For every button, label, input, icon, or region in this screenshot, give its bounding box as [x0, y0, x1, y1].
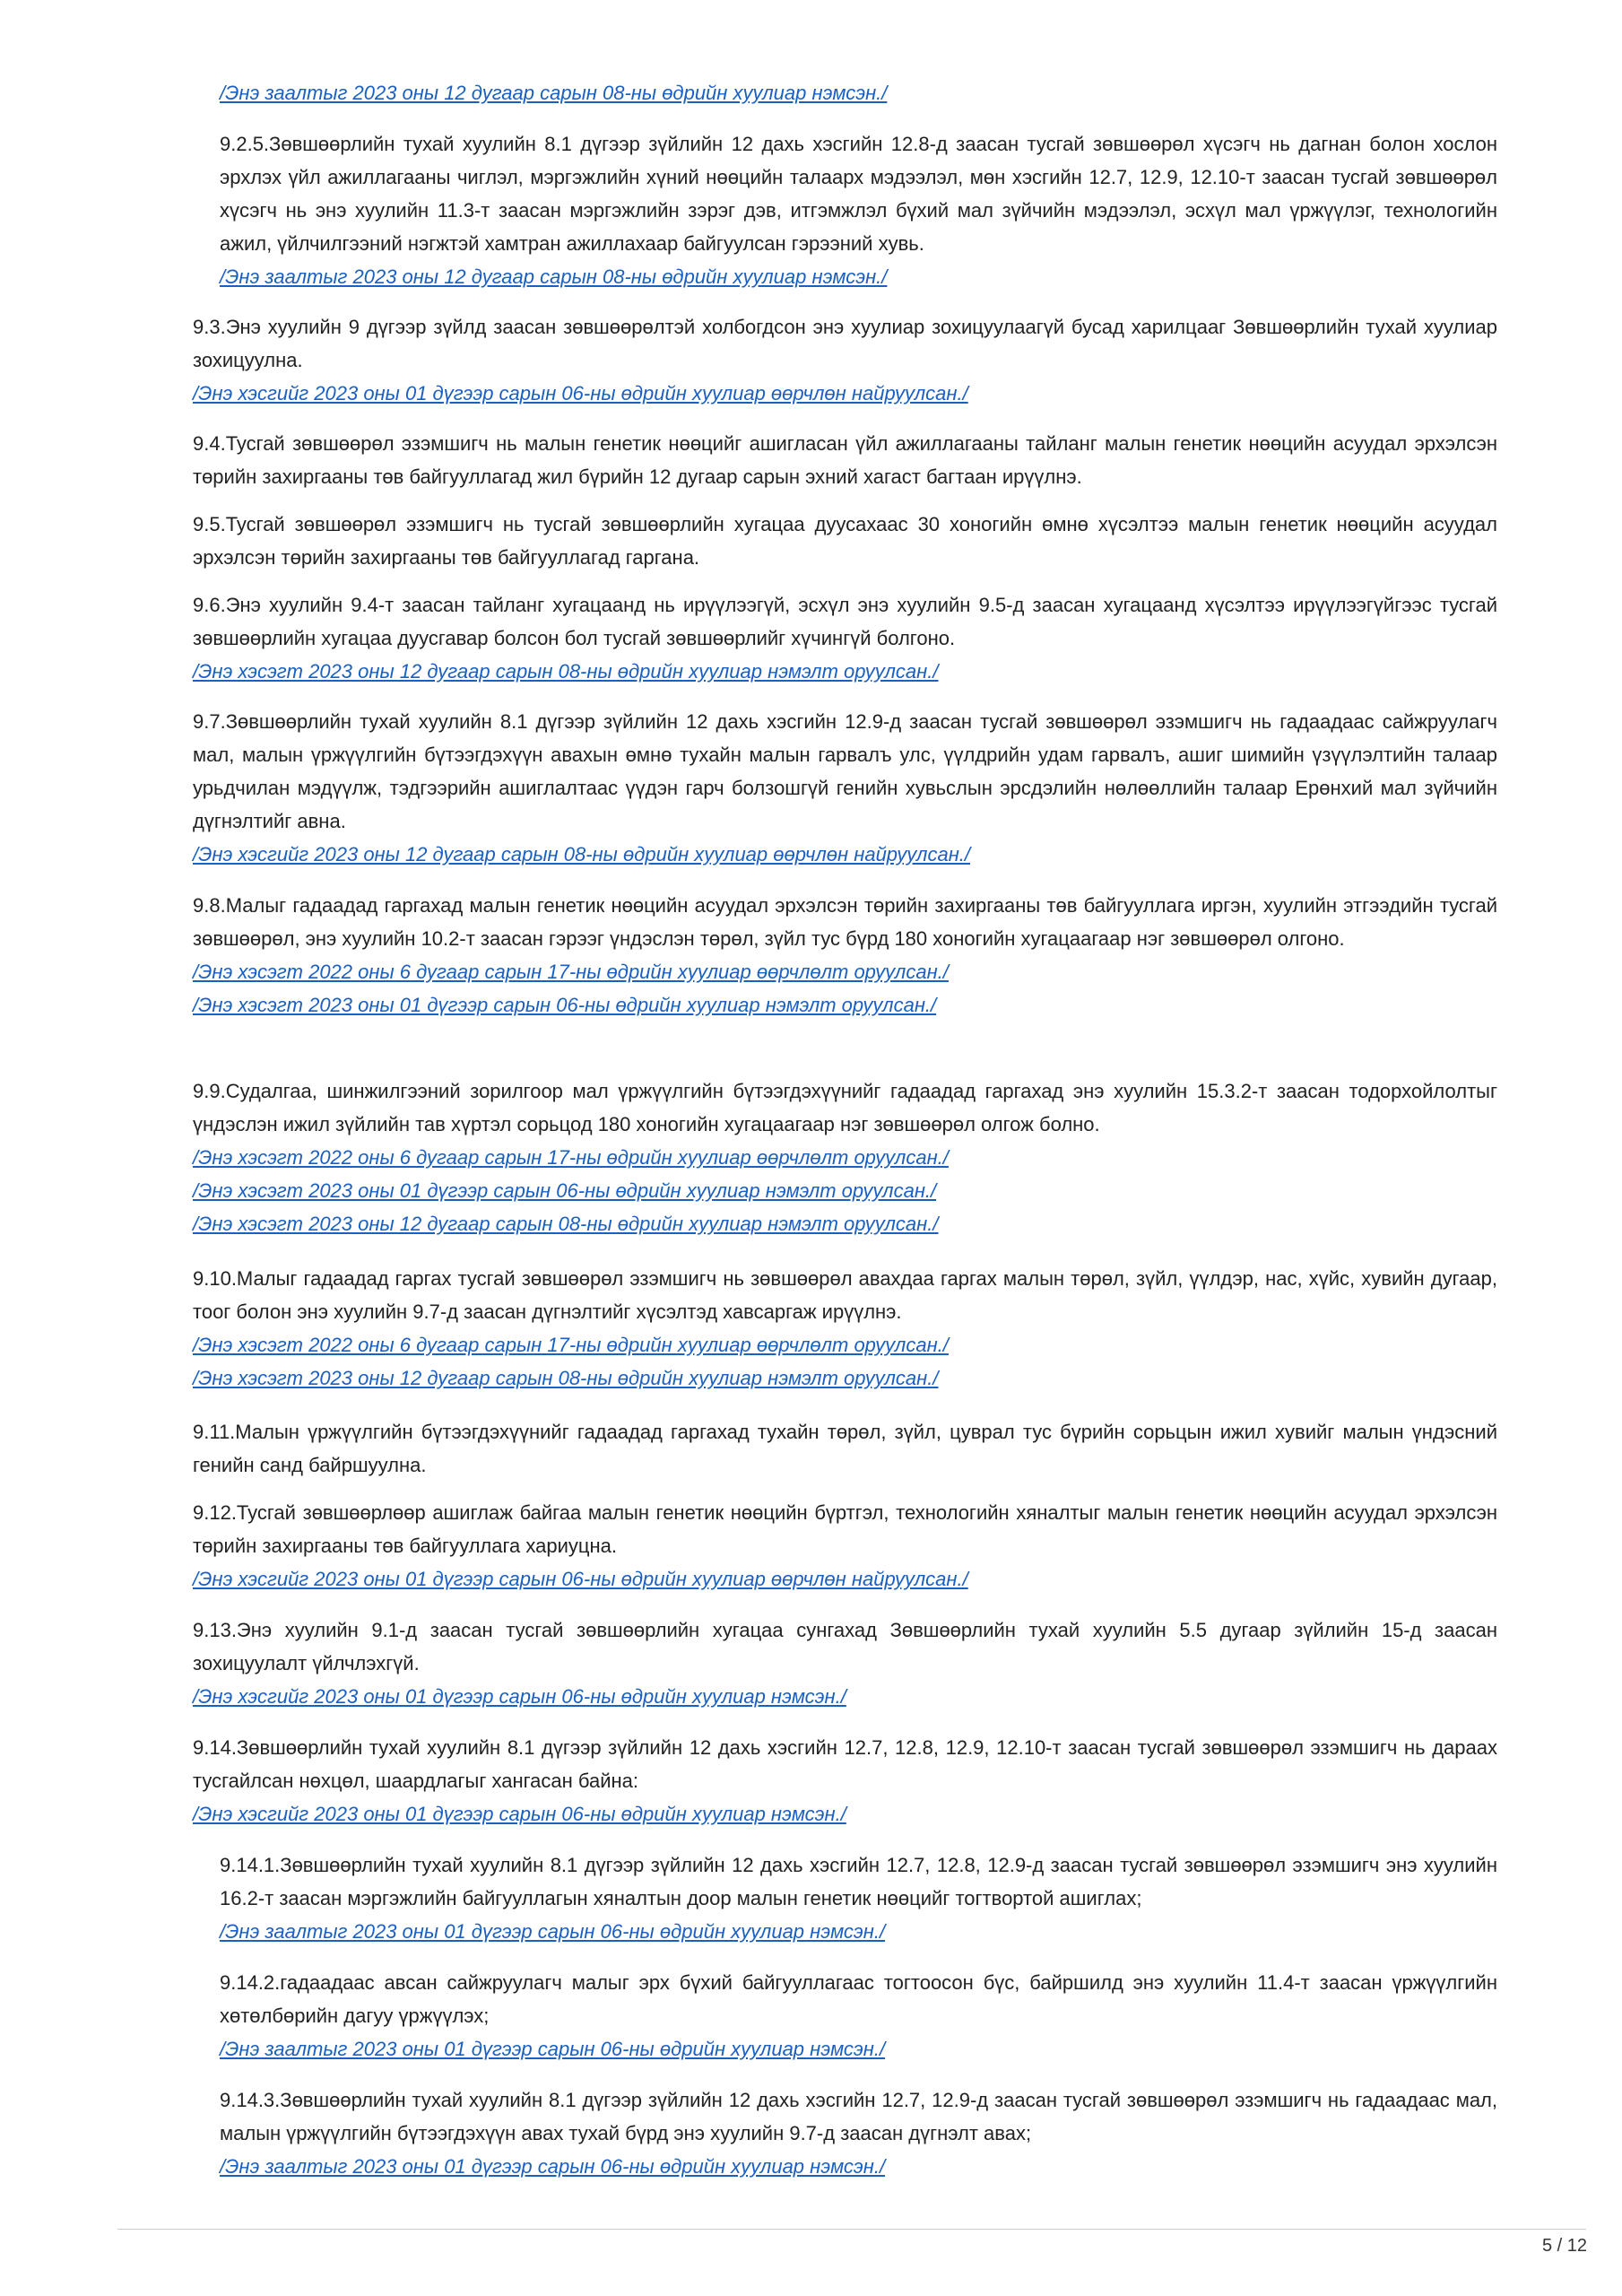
clause-text: 9.13.Энэ хуулийн 9.1-д заасан тусгай зөвшөөрлийн хугацаа сунгахад Зөвшөөрлийн тухай хуулийн 5.5 дугаар зүйлийн 15-д заасан зохицуулалт үйлчлэхгүй.: [193, 1619, 1497, 1674]
amendment-link[interactable]: /Энэ заалтыг 2023 оны 01 дүгээр сарын 06-ны өдрийн хуулиар нэмсэн./: [220, 2155, 886, 2178]
clause-text: 9.11.Малын үржүүлгийн бүтээгдэхүүнийг гадаадад гаргахад тухайн төрөл, зүйл, цуврал тус бүрийн сорьцын ижил хувийг малын үндэсний генийн санд байршуулна.: [193, 1421, 1497, 1476]
clause-9-10: [193, 1262, 1497, 1395]
clause-text: 9.14.Зөвшөөрлийн тухай хуулийн 8.1 дүгээр зүйлийн 12 дахь хэсгийн 12.7, 12.8, 12.9, 12.10-т заасан тусгай зөвшөөрөл эзэмшигч нь дараах тусгайлсан нөхцөл, шаардлагыг хангасан байна:: [193, 1736, 1497, 1792]
clause-text: 9.9.Судалгаа, шинжилгээний зорилгоор мал үржүүлгийн бүтээгдэхүүнийг гадаадад гаргахад энэ хуулийн 15.3.2-т заасан тодорхойлолтыг үндэслэн ижил зүйлийн тав хүртэл сорьцод 180 хоногийн хугацаагаар нэг зөвшөөрөл олгож болно.: [193, 1080, 1497, 1135]
amendment-link[interactable]: /Энэ хэсэгт 2022 оны 6 дугаар сарын 17-ны өдрийн хуулиар өөрчлөлт оруулсан./: [193, 1146, 949, 1169]
clause-9-2-5: [220, 127, 1497, 293]
clause-9-14: [193, 1731, 1497, 1831]
amendment-link[interactable]: /Энэ хэсэгт 2022 оны 6 дугаар сарын 17-ны өдрийн хуулиар өөрчлөлт оруулсан./: [193, 961, 949, 983]
clause-text: 9.6.Энэ хуулийн 9.4-т заасан тайланг хугацаанд нь ирүүлээгүй, эсхүл энэ хуулийн 9.5-д заасан хугацаанд хүсэлтээ ирүүлээгүйгээс тусгай зөвшөөрлийн хугацаа дуусгавар болсон бол тусгай зөвшөөрлийг хүчингүй болгоно.: [193, 594, 1497, 649]
amendment-link[interactable]: /Энэ заалтыг 2023 оны 01 дүгээр сарын 06-ны өдрийн хуулиар нэмсэн./: [220, 2038, 886, 2060]
amendment-link[interactable]: /Энэ заалтыг 2023 оны 12 дугаар сарын 08-ны өдрийн хуулиар нэмсэн./: [220, 82, 888, 104]
amendment-link[interactable]: /Энэ хэсэгт 2023 оны 01 дүгээр сарын 06-ны өдрийн хуулиар нэмэлт оруулсан./: [193, 1179, 937, 1202]
clause-9-14-1: [220, 1848, 1497, 1948]
clause-9-11: [193, 1415, 1497, 1482]
amendment-link[interactable]: /Энэ хэсгийг 2023 оны 01 дүгээр сарын 06-ны өдрийн хуулиар нэмсэн./: [193, 1803, 846, 1825]
clause-text: 9.3.Энэ хуулийн 9 дүгээр зүйлд заасан зөвшөөрөлтэй холбогдсон энэ хуулиар зохицуулаагүй бусад харилцааг Зөвшөөрлийн тухай хуулиар зохицуулна.: [193, 316, 1497, 371]
clause-9-6: [193, 588, 1497, 688]
page-number: 5 / 12: [1541, 2236, 1587, 2256]
clause-text: 9.14.1.Зөвшөөрлийн тухай хуулийн 8.1 дүгээр зүйлийн 12 дахь хэсгийн 12.7, 12.8, 12.9-д заасан тусгай зөвшөөрөл эзэмшигч энэ хуулийн 16.2-т заасан мэргэжлийн байгууллагын хяналтын доор малын генетик нөөцийг тогтвортой ашиглах;: [220, 1854, 1497, 1909]
footer-divider: [117, 2229, 1586, 2230]
clause-9-14-3: [220, 2083, 1497, 2183]
clause-9-13: [193, 1613, 1497, 1713]
clause-text: 9.4.Тусгай зөвшөөрөл эзэмшигч нь малын генетик нөөцийг ашигласан үйл ажиллагааны тайланг малын генетик нөөцийн асуудал эрхэлсэн төрийн захиргааны төв байгууллагад жил бүрийн 12 дугаар сарын эхний хагаст багтаан ирүүлнэ.: [193, 432, 1497, 488]
clause-text: 9.12.Тусгай зөвшөөрлөөр ашиглаж байгаа малын генетик нөөцийн бүртгэл, технологийн хяналтыг малын генетик нөөцийн асуудал эрхэлсэн төрийн захиргааны төв байгууллага хариуцна.: [193, 1501, 1497, 1557]
clause-text: 9.5.Тусгай зөвшөөрөл эзэмшигч нь тусгай зөвшөөрлийн хугацаа дуусахаас 30 хоногийн өмнө хүсэлтээ малын генетик нөөцийн асуудал эрхэлсэн төрийн захиргааны төв байгууллагад гаргана.: [193, 513, 1497, 569]
amendment-link[interactable]: /Энэ хэсэгт 2023 оны 01 дүгээр сарын 06-ны өдрийн хуулиар нэмэлт оруулсан./: [193, 994, 937, 1016]
clause-9-3: [193, 310, 1497, 410]
clause-9-9: [193, 1074, 1497, 1240]
clause-9-5: [193, 508, 1497, 574]
amendment-link[interactable]: /Энэ заалтыг 2023 оны 12 дугаар сарын 08-ны өдрийн хуулиар нэмсэн./: [220, 265, 888, 288]
amendment-link[interactable]: /Энэ хэсэгт 2022 оны 6 дугаар сарын 17-ны өдрийн хуулиар өөрчлөлт оруулсан./: [193, 1334, 949, 1356]
amendment-link[interactable]: /Энэ хэсгийг 2023 оны 01 дүгээр сарын 06-ны өдрийн хуулиар өөрчлөн найруулсан./: [193, 382, 968, 404]
clause-text: 9.2.5.Зөвшөөрлийн тухай хуулийн 8.1 дүгээр зүйлийн 12 дахь хэсгийн 12.8-д заасан тусгай зөвшөөрөл хүсэгч нь дагнан болон хослон эрхлэх үйл ажиллагааны чиглэл, мэргэжлийн хүний нөөцийн талаарх мэдээлэл, мөн хэсгийн 12.7, 12.9, 12.10-т заасан тусгай зөвшөөрөл хүсэгч нь энэ хуулийн 11.3-т заасан мэргэжлийн зэрэг дэв, итгэмжлэл бүхий мал зүйчийн мэдээлэл, эсхүл мал үржүүлэг, технологийн ажил, үйлчилгээний нэгжтэй хамтран ажиллахаар байгуулсан гэрээний хувь.: [220, 133, 1497, 255]
clause-text: 9.7.Зөвшөөрлийн тухай хуулийн 8.1 дүгээр зүйлийн 12 дахь хэсгийн 12.9-д заасан тусгай зөвшөөрөл эзэмшигч нь гадаадаас сайжруулагч мал, малын үржүүлгийн бүтээгдэхүүн авахын өмнө тухайн малын гарвалъ улс, үүлдрийн удам гарвалъ, ашиг шимийн үзүүлэлтийн талаар урьдчилан мэдүүлж, тэдгээрийн ашиглалтаас үүдэн гарч болзошгүй генийн хувьслын эрсдэлийн нөлөөллийн талаар Ерөнхий мал зүйчийн дүгнэлтийг авна.: [193, 710, 1497, 832]
clause-9-14-2: [220, 1966, 1497, 2066]
clause-text: 9.14.2.гадаадаас авсан сайжруулагч малыг эрх бүхий байгууллагаас тогтоосон бүс, байршилд энэ хуулийн 11.4-т заасан үржүүлгийн хөтөлбөрийн дагуу үржүүлэх;: [220, 1971, 1497, 2027]
clause-text: 9.14.3.Зөвшөөрлийн тухай хуулийн 8.1 дүгээр зүйлийн 12 дахь хэсгийн 12.7, 12.9-д заасан тусгай зөвшөөрөл эзэмшигч нь гадаадаас мал, малын үржүүлгийн бүтээгдэхүүн авах тухай бүрд энэ хуулийн 9.7-д заасан дүгнэлт авах;: [220, 2089, 1497, 2144]
amendment-link[interactable]: /Энэ хэсэгт 2023 оны 12 дугаар сарын 08-ны өдрийн хуулиар нэмэлт оруулсан./: [193, 1213, 939, 1235]
amendment-link[interactable]: /Энэ хэсгийг 2023 оны 01 дүгээр сарын 06-ны өдрийн хуулиар өөрчлөн найруулсан./: [193, 1568, 968, 1590]
amendment-block-top: [220, 76, 1497, 109]
amendment-link[interactable]: /Энэ хэсэгт 2023 оны 12 дугаар сарын 08-ны өдрийн хуулиар нэмэлт оруулсан./: [193, 1367, 939, 1389]
clause-9-7: [193, 705, 1497, 871]
clause-9-8: [193, 889, 1497, 1022]
clause-text: 9.10.Малыг гадаадад гаргах тусгай зөвшөөрөл эзэмшигч нь зөвшөөрөл авахдаа гаргах малын төрөл, зүйл, үүлдэр, нас, хүйс, хувийн дугаар, тоог болон энэ хуулийн 9.7-д заасан дүгнэлтийг хүсэлтэд хавсаргаж ирүүлнэ.: [193, 1267, 1497, 1323]
amendment-link[interactable]: /Энэ хэсэгт 2023 оны 12 дугаар сарын 08-ны өдрийн хуулиар нэмэлт оруулсан./: [193, 660, 939, 683]
clause-9-4: [193, 427, 1497, 493]
amendment-link[interactable]: /Энэ хэсгийг 2023 оны 12 дугаар сарын 08-ны өдрийн хуулиар өөрчлөн найруулсан./: [193, 843, 971, 865]
clause-text: 9.8.Малыг гадаадад гаргахад малын генетик нөөцийн асуудал эрхэлсэн төрийн захиргааны төв байгууллага иргэн, хуулийн этгээдийн тусгай зөвшөөрөл, энэ хуулийн 10.2-т заасан гэрээг үндэслэн төрөл, зүйл тус бүрд 180 хоногийн хугацаагаар нэг зөвшөөрөл олгоно.: [193, 894, 1497, 950]
amendment-link[interactable]: /Энэ хэсгийг 2023 оны 01 дүгээр сарын 06-ны өдрийн хуулиар нэмсэн./: [193, 1685, 846, 1708]
clause-9-12: [193, 1496, 1497, 1596]
amendment-link[interactable]: /Энэ заалтыг 2023 оны 01 дүгээр сарын 06-ны өдрийн хуулиар нэмсэн./: [220, 1920, 886, 1943]
